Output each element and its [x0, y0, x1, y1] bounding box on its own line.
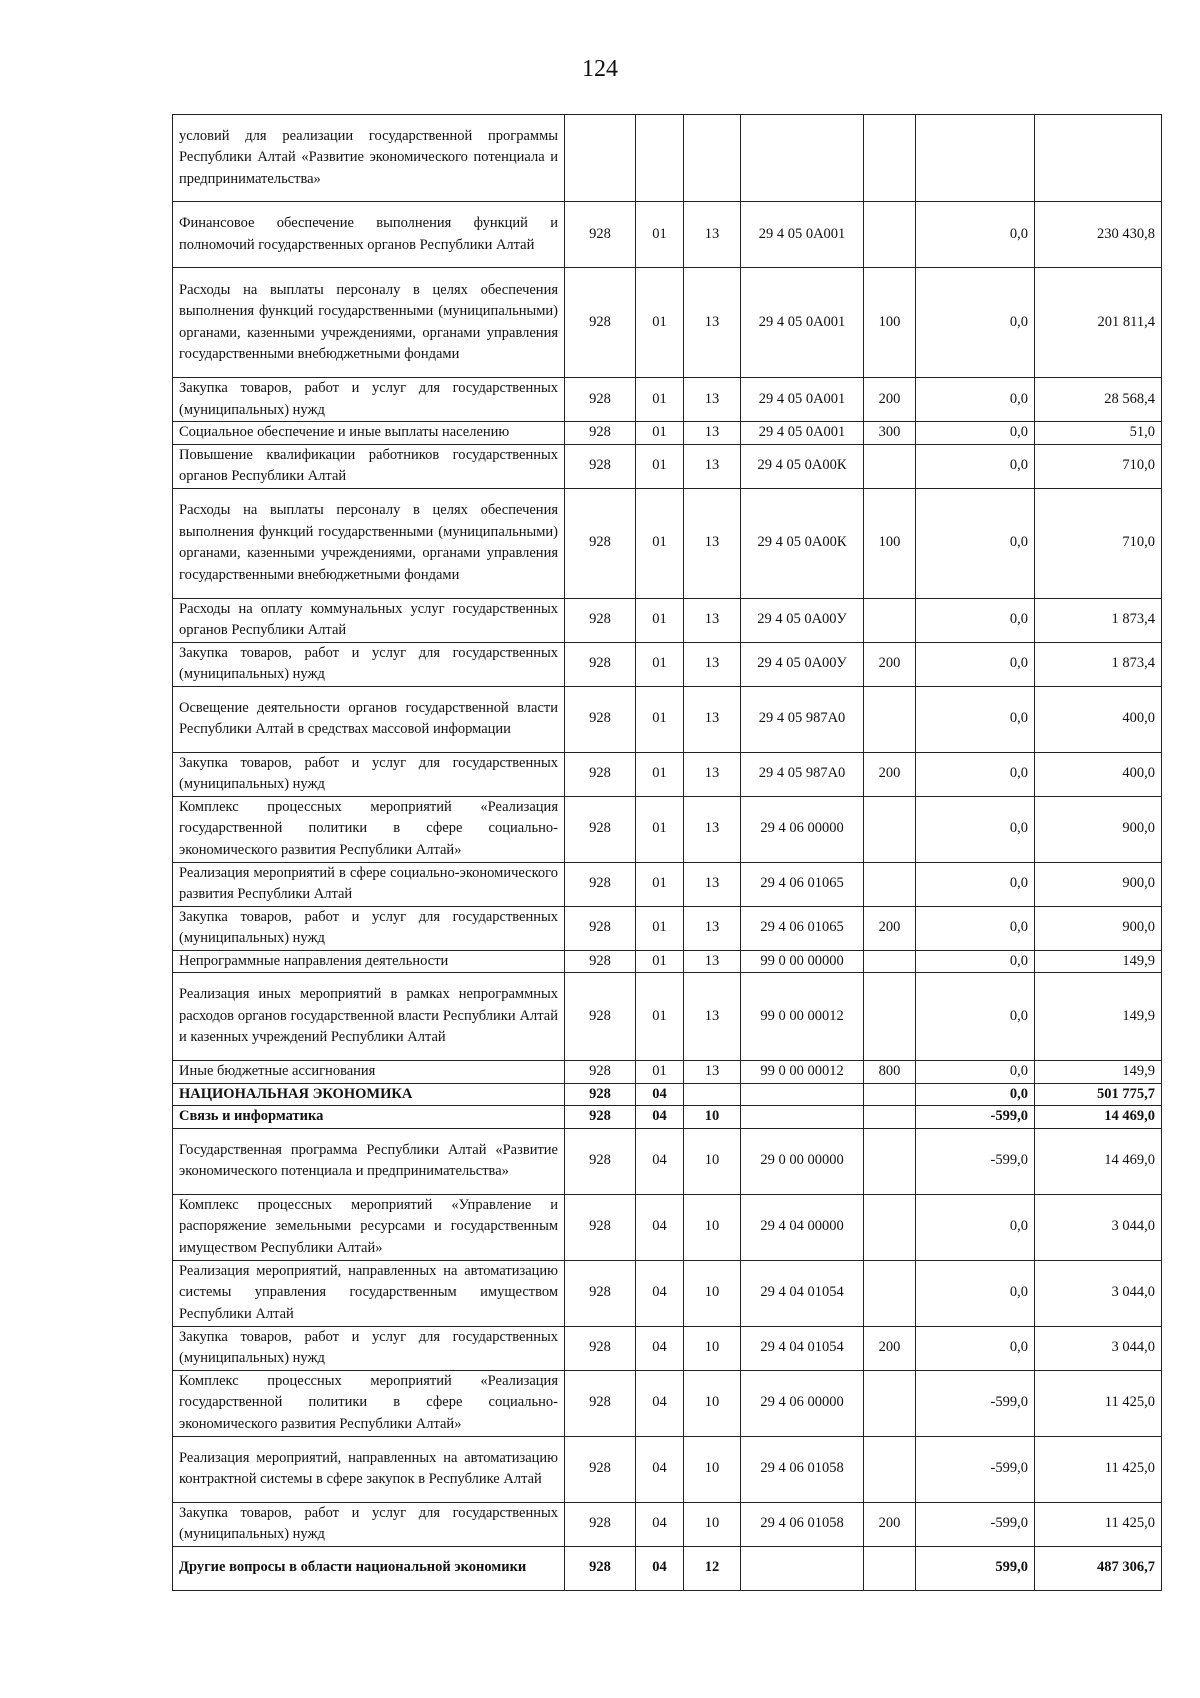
row-name-cell: Реализация мероприятий, направленных на автоматизацию контрактной системы в сфере закупок в Республике Алтай — [173, 1436, 565, 1502]
total-amount-cell: 900,0 — [1035, 906, 1162, 950]
total-amount-cell: 11 425,0 — [1035, 1370, 1162, 1436]
expense-type-code-cell — [864, 202, 916, 268]
row-name-cell: Другие вопросы в области национальной экономики — [173, 1546, 565, 1590]
total-amount-cell: 14 469,0 — [1035, 1106, 1162, 1129]
target-item-code-cell: 29 4 05 0А001 — [741, 202, 864, 268]
expense-type-code-cell — [864, 796, 916, 862]
section-code-cell: 01 — [636, 752, 684, 796]
table-row — [173, 950, 1162, 973]
row-name-cell: Комплекс процессных мероприятий «Реализация государственной политики в сфере социально-экономического развития Республики Алтай» — [173, 796, 565, 862]
admin-code-cell: 928 — [565, 796, 636, 862]
admin-code-cell: 928 — [565, 1106, 636, 1129]
total-amount-cell: 51,0 — [1035, 422, 1162, 445]
expense-type-code-cell — [864, 1546, 916, 1590]
row-name-cell: Финансовое обеспечение выполнения функций и полномочий государственных органов Республики Алтай — [173, 202, 565, 268]
section-code-cell: 04 — [636, 1502, 684, 1546]
target-item-code-cell: 29 4 05 0А001 — [741, 268, 864, 378]
row-name-cell: Реализация мероприятий, направленных на автоматизацию системы управления государственным имуществом Республики Алтай — [173, 1260, 565, 1326]
expense-type-code-cell: 200 — [864, 1326, 916, 1370]
change-amount-cell: 0,0 — [916, 906, 1035, 950]
subsection-code-cell: 10 — [684, 1370, 741, 1436]
row-name-cell: Закупка товаров, работ и услуг для государственных (муниципальных) нужд — [173, 906, 565, 950]
section-code-cell: 01 — [636, 422, 684, 445]
table-row — [173, 1326, 1162, 1370]
table-row — [173, 1260, 1162, 1326]
admin-code-cell: 928 — [565, 950, 636, 973]
subsection-code-cell — [684, 115, 741, 202]
subsection-code-cell: 13 — [684, 202, 741, 268]
expense-type-code-cell: 200 — [864, 1502, 916, 1546]
section-code-cell: 01 — [636, 973, 684, 1061]
subsection-code-cell: 13 — [684, 444, 741, 488]
row-name-cell: Повышение квалификации работников государственных органов Республики Алтай — [173, 444, 565, 488]
change-amount-cell: 599,0 — [916, 1546, 1035, 1590]
change-amount-cell: 0,0 — [916, 444, 1035, 488]
row-name-cell: Связь и информатика — [173, 1106, 565, 1129]
change-amount-cell: 0,0 — [916, 202, 1035, 268]
admin-code-cell: 928 — [565, 1546, 636, 1590]
admin-code-cell: 928 — [565, 642, 636, 686]
change-amount-cell: 0,0 — [916, 422, 1035, 445]
subsection-code-cell: 13 — [684, 796, 741, 862]
table-body — [173, 115, 1162, 1591]
admin-code-cell: 928 — [565, 906, 636, 950]
subsection-code-cell: 13 — [684, 686, 741, 752]
total-amount-cell: 900,0 — [1035, 862, 1162, 906]
total-amount-cell: 3 044,0 — [1035, 1194, 1162, 1260]
row-name-cell: Расходы на выплаты персоналу в целях обеспечения выполнения функций государственными (муниципальными) органами, казенными учреждениями, органами управления государственными внебюджетными фондами — [173, 268, 565, 378]
admin-code-cell: 928 — [565, 686, 636, 752]
section-code-cell: 01 — [636, 444, 684, 488]
budget-table — [172, 114, 1162, 1591]
admin-code-cell: 928 — [565, 1436, 636, 1502]
target-item-code-cell: 29 4 05 0А00К — [741, 488, 864, 598]
total-amount-cell — [1035, 115, 1162, 202]
section-code-cell: 04 — [636, 1436, 684, 1502]
table-row — [173, 202, 1162, 268]
table-row — [173, 1061, 1162, 1084]
row-name-cell: условий для реализации государственной программы Республики Алтай «Развитие экономического потенциала и предпринимательства» — [173, 115, 565, 202]
subsection-code-cell: 13 — [684, 598, 741, 642]
change-amount-cell: -599,0 — [916, 1502, 1035, 1546]
table-row — [173, 642, 1162, 686]
expense-type-code-cell — [864, 1083, 916, 1106]
admin-code-cell: 928 — [565, 378, 636, 422]
target-item-code-cell: 99 0 00 00012 — [741, 1061, 864, 1084]
change-amount-cell: 0,0 — [916, 752, 1035, 796]
expense-type-code-cell — [864, 1194, 916, 1260]
section-code-cell: 01 — [636, 686, 684, 752]
target-item-code-cell: 99 0 00 00012 — [741, 973, 864, 1061]
expense-type-code-cell: 200 — [864, 752, 916, 796]
row-name-cell: НАЦИОНАЛЬНАЯ ЭКОНОМИКА — [173, 1083, 565, 1106]
subsection-code-cell: 13 — [684, 950, 741, 973]
admin-code-cell: 928 — [565, 1083, 636, 1106]
target-item-code-cell: 29 4 05 0А00У — [741, 598, 864, 642]
row-name-cell: Реализация мероприятий в сфере социально-экономического развития Республики Алтай — [173, 862, 565, 906]
expense-type-code-cell — [864, 1436, 916, 1502]
table-row — [173, 1128, 1162, 1194]
target-item-code-cell: 29 4 05 0А001 — [741, 378, 864, 422]
row-name-cell: Непрограммные направления деятельности — [173, 950, 565, 973]
admin-code-cell: 928 — [565, 862, 636, 906]
subsection-code-cell: 10 — [684, 1106, 741, 1129]
subsection-code-cell: 13 — [684, 488, 741, 598]
expense-type-code-cell: 300 — [864, 422, 916, 445]
expense-type-code-cell — [864, 950, 916, 973]
change-amount-cell: 0,0 — [916, 862, 1035, 906]
section-code-cell: 01 — [636, 862, 684, 906]
admin-code-cell: 928 — [565, 598, 636, 642]
table-row — [173, 422, 1162, 445]
expense-type-code-cell — [864, 1106, 916, 1129]
admin-code-cell: 928 — [565, 1128, 636, 1194]
target-item-code-cell: 29 4 06 00000 — [741, 1370, 864, 1436]
subsection-code-cell: 10 — [684, 1194, 741, 1260]
expense-type-code-cell: 100 — [864, 488, 916, 598]
target-item-code-cell: 29 0 00 00000 — [741, 1128, 864, 1194]
change-amount-cell: 0,0 — [916, 488, 1035, 598]
subsection-code-cell: 13 — [684, 862, 741, 906]
section-code-cell: 01 — [636, 642, 684, 686]
expense-type-code-cell — [864, 1260, 916, 1326]
admin-code-cell: 928 — [565, 422, 636, 445]
change-amount-cell: 0,0 — [916, 796, 1035, 862]
section-code-cell: 04 — [636, 1546, 684, 1590]
subsection-code-cell: 12 — [684, 1546, 741, 1590]
table-row — [173, 268, 1162, 378]
subsection-code-cell: 13 — [684, 1061, 741, 1084]
admin-code-cell: 928 — [565, 752, 636, 796]
change-amount-cell — [916, 115, 1035, 202]
admin-code-cell: 928 — [565, 1260, 636, 1326]
target-item-code-cell: 29 4 04 01054 — [741, 1260, 864, 1326]
subsection-code-cell: 13 — [684, 906, 741, 950]
row-name-cell: Комплекс процессных мероприятий «Управление и распоряжение земельными ресурсами и государственным имуществом Республики Алтай» — [173, 1194, 565, 1260]
subsection-code-cell: 13 — [684, 752, 741, 796]
section-code-cell: 04 — [636, 1083, 684, 1106]
target-item-code-cell: 29 4 06 01065 — [741, 906, 864, 950]
total-amount-cell: 900,0 — [1035, 796, 1162, 862]
expense-type-code-cell: 800 — [864, 1061, 916, 1084]
total-amount-cell: 3 044,0 — [1035, 1260, 1162, 1326]
target-item-code-cell — [741, 1106, 864, 1129]
admin-code-cell: 928 — [565, 1326, 636, 1370]
expense-type-code-cell: 100 — [864, 268, 916, 378]
change-amount-cell: 0,0 — [916, 973, 1035, 1061]
expense-type-code-cell: 200 — [864, 906, 916, 950]
section-code-cell: 01 — [636, 202, 684, 268]
expense-type-code-cell — [864, 973, 916, 1061]
table-row — [173, 378, 1162, 422]
target-item-code-cell: 29 4 05 0А00У — [741, 642, 864, 686]
row-name-cell: Закупка товаров, работ и услуг для государственных (муниципальных) нужд — [173, 378, 565, 422]
total-amount-cell: 3 044,0 — [1035, 1326, 1162, 1370]
change-amount-cell: -599,0 — [916, 1128, 1035, 1194]
total-amount-cell: 400,0 — [1035, 752, 1162, 796]
total-amount-cell: 501 775,7 — [1035, 1083, 1162, 1106]
expense-type-code-cell: 200 — [864, 642, 916, 686]
row-name-cell: Закупка товаров, работ и услуг для государственных (муниципальных) нужд — [173, 1326, 565, 1370]
table-row — [173, 1436, 1162, 1502]
table-row — [173, 862, 1162, 906]
total-amount-cell: 710,0 — [1035, 444, 1162, 488]
target-item-code-cell — [741, 115, 864, 202]
table-row — [173, 1083, 1162, 1106]
expense-type-code-cell: 200 — [864, 378, 916, 422]
table-row — [173, 686, 1162, 752]
admin-code-cell — [565, 115, 636, 202]
table-row — [173, 973, 1162, 1061]
table-row — [173, 444, 1162, 488]
admin-code-cell: 928 — [565, 1194, 636, 1260]
section-code-cell: 01 — [636, 1061, 684, 1084]
total-amount-cell: 710,0 — [1035, 488, 1162, 598]
expense-type-code-cell — [864, 686, 916, 752]
subsection-code-cell: 13 — [684, 422, 741, 445]
row-name-cell: Закупка товаров, работ и услуг для государственных (муниципальных) нужд — [173, 1502, 565, 1546]
subsection-code-cell: 13 — [684, 378, 741, 422]
total-amount-cell: 11 425,0 — [1035, 1502, 1162, 1546]
section-code-cell: 01 — [636, 950, 684, 973]
expense-type-code-cell — [864, 1370, 916, 1436]
table-row — [173, 796, 1162, 862]
total-amount-cell: 201 811,4 — [1035, 268, 1162, 378]
target-item-code-cell: 29 4 04 01054 — [741, 1326, 864, 1370]
admin-code-cell: 928 — [565, 202, 636, 268]
subsection-code-cell: 10 — [684, 1436, 741, 1502]
row-name-cell: Реализация иных мероприятий в рамках непрограммных расходов органов государственной власти Республики Алтай и казенных учреждений Республики Алтай — [173, 973, 565, 1061]
admin-code-cell: 928 — [565, 1061, 636, 1084]
total-amount-cell: 400,0 — [1035, 686, 1162, 752]
change-amount-cell: 0,0 — [916, 1083, 1035, 1106]
table-row — [173, 906, 1162, 950]
section-code-cell: 04 — [636, 1260, 684, 1326]
target-item-code-cell: 29 4 06 01065 — [741, 862, 864, 906]
expense-type-code-cell — [864, 598, 916, 642]
row-name-cell: Закупка товаров, работ и услуг для государственных (муниципальных) нужд — [173, 642, 565, 686]
change-amount-cell: 0,0 — [916, 1194, 1035, 1260]
target-item-code-cell: 29 4 06 00000 — [741, 796, 864, 862]
expense-type-code-cell — [864, 444, 916, 488]
change-amount-cell: -599,0 — [916, 1106, 1035, 1129]
admin-code-cell: 928 — [565, 268, 636, 378]
change-amount-cell: -599,0 — [916, 1370, 1035, 1436]
target-item-code-cell: 29 4 05 0А00К — [741, 444, 864, 488]
admin-code-cell: 928 — [565, 973, 636, 1061]
section-code-cell: 01 — [636, 598, 684, 642]
subsection-code-cell: 13 — [684, 973, 741, 1061]
target-item-code-cell — [741, 1546, 864, 1590]
table-row — [173, 1370, 1162, 1436]
total-amount-cell: 1 873,4 — [1035, 642, 1162, 686]
section-code-cell: 01 — [636, 488, 684, 598]
total-amount-cell: 1 873,4 — [1035, 598, 1162, 642]
admin-code-cell: 928 — [565, 1502, 636, 1546]
section-code-cell: 04 — [636, 1194, 684, 1260]
subsection-code-cell: 13 — [684, 642, 741, 686]
expense-type-code-cell — [864, 115, 916, 202]
target-item-code-cell: 29 4 05 987А0 — [741, 686, 864, 752]
row-name-cell: Расходы на оплату коммунальных услуг государственных органов Республики Алтай — [173, 598, 565, 642]
section-code-cell: 01 — [636, 796, 684, 862]
table-row — [173, 1106, 1162, 1129]
expense-type-code-cell — [864, 1128, 916, 1194]
row-name-cell: Расходы на выплаты персоналу в целях обеспечения выполнения функций государственными (муниципальными) органами, казенными учреждениями, органами управления государственными внебюджетными фондами — [173, 488, 565, 598]
admin-code-cell: 928 — [565, 444, 636, 488]
row-name-cell: Освещение деятельности органов государственной власти Республики Алтай в средствах массовой информации — [173, 686, 565, 752]
total-amount-cell: 14 469,0 — [1035, 1128, 1162, 1194]
total-amount-cell: 11 425,0 — [1035, 1436, 1162, 1502]
change-amount-cell: 0,0 — [916, 1061, 1035, 1084]
section-code-cell: 01 — [636, 906, 684, 950]
total-amount-cell: 487 306,7 — [1035, 1546, 1162, 1590]
total-amount-cell: 149,9 — [1035, 1061, 1162, 1084]
change-amount-cell: 0,0 — [916, 268, 1035, 378]
page-number: 124 — [582, 56, 618, 82]
admin-code-cell: 928 — [565, 488, 636, 598]
total-amount-cell: 28 568,4 — [1035, 378, 1162, 422]
change-amount-cell: 0,0 — [916, 1326, 1035, 1370]
section-code-cell: 01 — [636, 378, 684, 422]
table-row — [173, 115, 1162, 202]
row-name-cell: Социальное обеспечение и иные выплаты населению — [173, 422, 565, 445]
total-amount-cell: 149,9 — [1035, 973, 1162, 1061]
change-amount-cell: 0,0 — [916, 598, 1035, 642]
change-amount-cell: 0,0 — [916, 1260, 1035, 1326]
row-name-cell: Иные бюджетные ассигнования — [173, 1061, 565, 1084]
total-amount-cell: 149,9 — [1035, 950, 1162, 973]
admin-code-cell: 928 — [565, 1370, 636, 1436]
change-amount-cell: 0,0 — [916, 686, 1035, 752]
section-code-cell: 04 — [636, 1106, 684, 1129]
row-name-cell: Закупка товаров, работ и услуг для государственных (муниципальных) нужд — [173, 752, 565, 796]
table-row — [173, 1502, 1162, 1546]
subsection-code-cell — [684, 1083, 741, 1106]
section-code-cell — [636, 115, 684, 202]
section-code-cell: 04 — [636, 1128, 684, 1194]
total-amount-cell: 230 430,8 — [1035, 202, 1162, 268]
section-code-cell: 04 — [636, 1326, 684, 1370]
subsection-code-cell: 10 — [684, 1502, 741, 1546]
target-item-code-cell — [741, 1083, 864, 1106]
row-name-cell: Государственная программа Республики Алтай «Развитие экономического потенциала и предпринимательства» — [173, 1128, 565, 1194]
table-row — [173, 1546, 1162, 1590]
section-code-cell: 01 — [636, 268, 684, 378]
subsection-code-cell: 10 — [684, 1326, 741, 1370]
change-amount-cell: 0,0 — [916, 950, 1035, 973]
table-row — [173, 598, 1162, 642]
subsection-code-cell: 10 — [684, 1128, 741, 1194]
section-code-cell: 04 — [636, 1370, 684, 1436]
change-amount-cell: -599,0 — [916, 1436, 1035, 1502]
table-row — [173, 1194, 1162, 1260]
change-amount-cell: 0,0 — [916, 378, 1035, 422]
table-row — [173, 752, 1162, 796]
target-item-code-cell: 29 4 06 01058 — [741, 1436, 864, 1502]
target-item-code-cell: 29 4 04 00000 — [741, 1194, 864, 1260]
subsection-code-cell: 10 — [684, 1260, 741, 1326]
row-name-cell: Комплекс процессных мероприятий «Реализация государственной политики в сфере социально-экономического развития Республики Алтай» — [173, 1370, 565, 1436]
target-item-code-cell: 29 4 05 0А001 — [741, 422, 864, 445]
target-item-code-cell: 29 4 05 987А0 — [741, 752, 864, 796]
table-row — [173, 488, 1162, 598]
subsection-code-cell: 13 — [684, 268, 741, 378]
change-amount-cell: 0,0 — [916, 642, 1035, 686]
expense-type-code-cell — [864, 862, 916, 906]
target-item-code-cell: 29 4 06 01058 — [741, 1502, 864, 1546]
target-item-code-cell: 99 0 00 00000 — [741, 950, 864, 973]
